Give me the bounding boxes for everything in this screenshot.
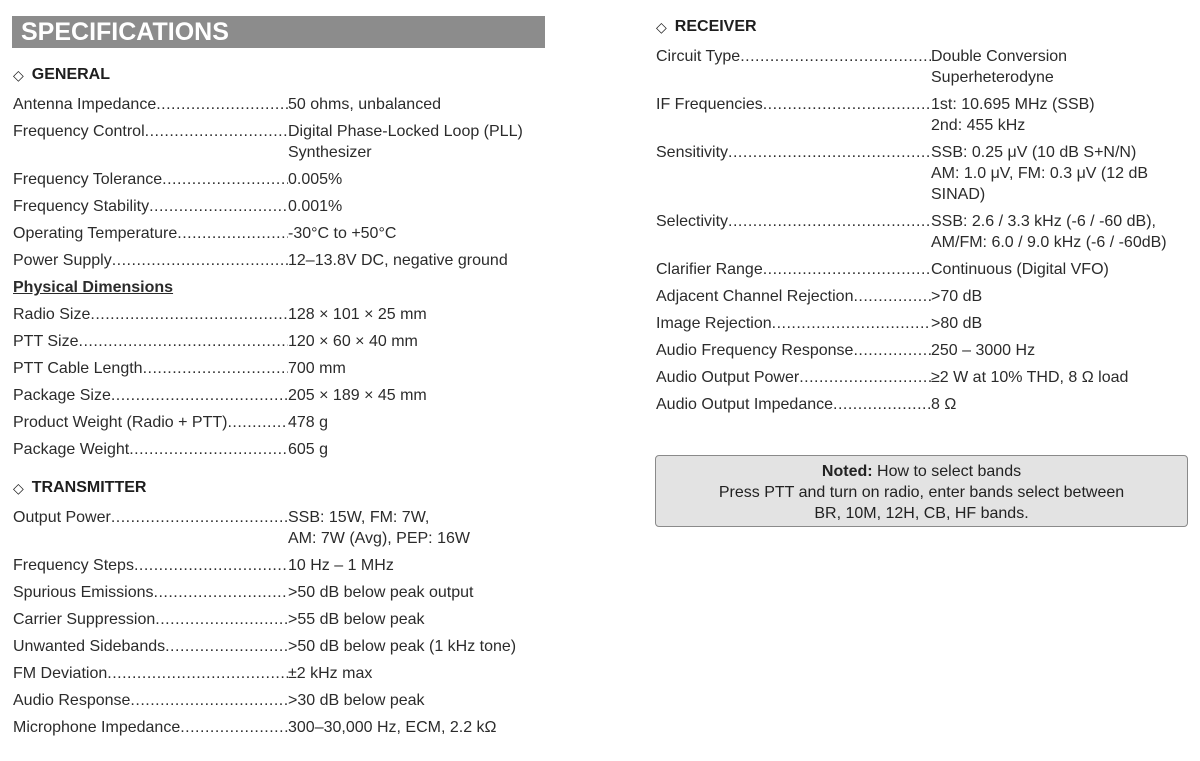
spec-value [931, 142, 1196, 205]
spec-label: Antenna Impedance [13, 96, 157, 113]
spec-value-line: -30°C to +50°C [288, 225, 397, 242]
spec-value [931, 394, 1196, 415]
spec-label: Output Power [13, 509, 111, 526]
spec-value-line: Digital Phase-Locked Loop (PLL) [288, 123, 523, 140]
dot-leader [740, 46, 931, 88]
spec-row [13, 636, 553, 657]
dot-leader [156, 94, 288, 115]
spec-row [13, 555, 553, 576]
note-line-1 [656, 461, 1187, 482]
spec-value [931, 313, 1196, 334]
spec-label: FM Deviation [13, 665, 108, 682]
spec-value [288, 412, 553, 433]
spec-value-line: AM: 7W (Avg), PEP: 16W [288, 530, 470, 547]
spec-label: Image Rejection [656, 315, 772, 332]
spec-label: Sensitivity [656, 144, 729, 161]
transmitter-spec-list [13, 507, 553, 738]
spec-label: IF Frequencies [656, 96, 763, 113]
spec-row [13, 331, 553, 352]
dot-leader [90, 304, 288, 325]
spec-row [13, 507, 553, 549]
spec-value-line: >50 dB below peak (1 kHz tone) [288, 638, 517, 655]
diamond-icon: ◇ [13, 480, 24, 496]
spec-row [13, 412, 553, 433]
diamond-icon: ◇ [656, 19, 667, 35]
dot-leader [149, 196, 288, 217]
spec-value [931, 367, 1196, 388]
spec-value [288, 358, 553, 379]
dot-leader [154, 582, 289, 603]
spec-value-line: 10 Hz – 1 MHz [288, 557, 394, 574]
dimensions-spec-list [13, 304, 553, 460]
spec-row [656, 367, 1196, 388]
spec-label: Frequency Tolerance [13, 171, 163, 188]
spec-value-line: Superheterodyne [931, 69, 1054, 86]
spec-value-line: >55 dB below peak [288, 611, 425, 628]
spec-label: Frequency Control [13, 123, 145, 140]
spec-value-line: 300–30,000 Hz, ECM, 2.2 kΩ [288, 719, 497, 736]
spec-value-line: SSB: 2.6 / 3.3 kHz (-6 / -60 dB), [931, 213, 1156, 230]
general-heading [13, 62, 553, 88]
spec-value [288, 507, 553, 549]
spec-row [13, 439, 553, 460]
spec-value-line: 2nd: 455 kHz [931, 117, 1026, 134]
spec-label: Power Supply [13, 252, 112, 269]
dot-leader [763, 259, 931, 280]
spec-value [931, 46, 1196, 88]
spec-value-line: 128 × 101 × 25 mm [288, 306, 427, 323]
spec-label: Audio Response [13, 692, 131, 709]
spec-row [13, 358, 553, 379]
dot-leader [853, 340, 931, 361]
dot-leader [799, 367, 931, 388]
dot-leader [112, 250, 288, 271]
spec-value-line: 478 g [288, 414, 329, 431]
left-column [13, 62, 553, 738]
spec-value-line: 8 Ω [931, 396, 957, 413]
spec-label: Package Weight [13, 441, 130, 458]
spec-value-line: >70 dB [931, 288, 983, 305]
spec-row [13, 121, 553, 163]
spec-value-line: SSB: 0.25 μV (10 dB S+N/N) [931, 144, 1137, 161]
dot-leader [180, 717, 288, 738]
spec-label: Frequency Stability [13, 198, 150, 215]
spec-row [656, 286, 1196, 307]
dot-leader [143, 358, 288, 379]
dot-leader [177, 223, 288, 244]
physical-dimensions-subheading: Physical Dimensions [13, 279, 174, 296]
spec-row [13, 250, 553, 271]
general-spec-list [13, 94, 553, 271]
spec-value [288, 636, 553, 657]
spec-value [931, 286, 1196, 307]
spec-label: Clarifier Range [656, 261, 763, 278]
spec-value [288, 169, 553, 190]
dot-leader [728, 211, 931, 253]
spec-value-line: 50 ohms, unbalanced [288, 96, 441, 113]
spec-value-line: 0.001% [288, 198, 343, 215]
spec-value [288, 609, 553, 630]
spec-value [288, 250, 553, 271]
spec-row [13, 94, 553, 115]
spec-row [13, 385, 553, 406]
spec-row [13, 663, 553, 684]
receiver-spec-list [656, 46, 1196, 415]
transmitter-heading-text: TRANSMITTER [31, 479, 147, 496]
spec-row [13, 196, 553, 217]
dot-leader [107, 663, 288, 684]
dot-leader [111, 507, 288, 549]
general-heading-text: GENERAL [31, 66, 111, 83]
note-box [655, 455, 1188, 527]
spec-label: Product Weight (Radio + PTT) [13, 414, 228, 431]
spec-value-line: ≥2 W at 10% THD, 8 Ω load [931, 369, 1129, 386]
spec-row [13, 582, 553, 603]
spec-value [288, 717, 553, 738]
spec-value-line: 605 g [288, 441, 329, 458]
spec-row [13, 717, 553, 738]
spec-value-line: Synthesizer [288, 144, 372, 161]
spec-row [656, 94, 1196, 136]
spec-value-line: >80 dB [931, 315, 983, 332]
dot-leader [763, 94, 931, 136]
spec-label: Adjacent Channel Rejection [656, 288, 854, 305]
spec-row [656, 142, 1196, 205]
dot-leader [111, 385, 288, 406]
dot-leader [165, 636, 288, 657]
spec-value-line: ±2 kHz max [288, 665, 373, 682]
right-column [656, 14, 1196, 415]
spec-value-line: 250 – 3000 Hz [931, 342, 1036, 359]
spec-label: Microphone Impedance [13, 719, 181, 736]
spec-label: Audio Frequency Response [656, 342, 854, 359]
spec-value-line: 0.005% [288, 171, 343, 188]
note-label: Noted: [821, 463, 873, 480]
spec-value [288, 690, 553, 711]
spec-value [288, 121, 553, 163]
spec-label: Unwanted Sidebands [13, 638, 166, 655]
spec-value-line: 205 × 189 × 45 mm [288, 387, 427, 404]
spec-label: PTT Size [13, 333, 79, 350]
spec-value [288, 304, 553, 325]
spec-value [288, 223, 553, 244]
dot-leader [853, 286, 931, 307]
spec-value [288, 94, 553, 115]
spec-value [931, 94, 1196, 136]
spec-label: Frequency Steps [13, 557, 134, 574]
spec-label: Operating Temperature [13, 225, 178, 242]
dot-leader [833, 394, 931, 415]
page-title: SPECIFICATIONS [12, 16, 545, 48]
dot-leader [79, 331, 289, 352]
spec-value [288, 439, 553, 460]
spec-value [931, 340, 1196, 361]
spec-value [288, 582, 553, 603]
spec-value-line: AM: 1.0 μV, FM: 0.3 μV (12 dB [931, 165, 1149, 182]
spec-row [13, 169, 553, 190]
spec-row [13, 690, 553, 711]
spec-value-line: 120 × 60 × 40 mm [288, 333, 418, 350]
spec-value-line: >50 dB below peak output [288, 584, 474, 601]
spec-value [288, 196, 553, 217]
dot-leader [227, 412, 288, 433]
receiver-heading [656, 14, 1196, 40]
spec-row [656, 259, 1196, 280]
spec-label: Circuit Type [656, 48, 741, 65]
dot-leader [162, 169, 288, 190]
diamond-icon: ◇ [13, 67, 24, 83]
dot-leader [728, 142, 931, 205]
spec-value [931, 211, 1196, 253]
note-line-3: BR, 10M, 12H, CB, HF bands. [814, 505, 1029, 522]
spec-value-line: 700 mm [288, 360, 346, 377]
spec-row [656, 313, 1196, 334]
spec-value-line: Double Conversion [931, 48, 1068, 65]
spec-value [288, 385, 553, 406]
spec-row [656, 394, 1196, 415]
note-line-2: Press PTT and turn on radio, enter bands select between [718, 484, 1125, 501]
spec-value-line: SINAD) [931, 186, 986, 203]
spec-row [656, 340, 1196, 361]
spec-row [13, 609, 553, 630]
spec-row [13, 223, 553, 244]
spec-label: Spurious Emissions [13, 584, 154, 601]
spec-label: Radio Size [13, 306, 91, 323]
dot-leader [772, 313, 931, 334]
spec-label: Package Size [13, 387, 111, 404]
spec-label: Carrier Suppression [13, 611, 156, 628]
spec-row [656, 211, 1196, 253]
spec-value-line: SSB: 15W, FM: 7W, [288, 509, 430, 526]
receiver-heading-text: RECEIVER [674, 18, 757, 35]
dot-leader [155, 609, 288, 630]
spec-value [288, 555, 553, 576]
spec-value-line: AM/FM: 6.0 / 9.0 kHz (-6 / -60dB) [931, 234, 1167, 251]
spec-value-line: >30 dB below peak [288, 692, 425, 709]
spec-value-line: Continuous (Digital VFO) [931, 261, 1109, 278]
transmitter-heading [13, 475, 553, 501]
dot-leader [130, 690, 288, 711]
dot-leader [129, 439, 288, 460]
spec-row [13, 304, 553, 325]
spec-value [288, 663, 553, 684]
spec-label: Selectivity [656, 213, 729, 230]
dot-leader [134, 555, 288, 576]
note-line-1-text: How to select bands [872, 463, 1022, 480]
spec-row [656, 46, 1196, 88]
spec-label: Audio Output Power [656, 369, 800, 386]
spec-label: Audio Output Impedance [656, 396, 834, 413]
spec-value [931, 259, 1196, 280]
spec-value-line: 1st: 10.695 MHz (SSB) [931, 96, 1095, 113]
spec-value [288, 331, 553, 352]
dot-leader [145, 121, 288, 163]
spec-value-line: 12–13.8V DC, negative ground [288, 252, 508, 269]
spec-label: PTT Cable Length [13, 360, 143, 377]
